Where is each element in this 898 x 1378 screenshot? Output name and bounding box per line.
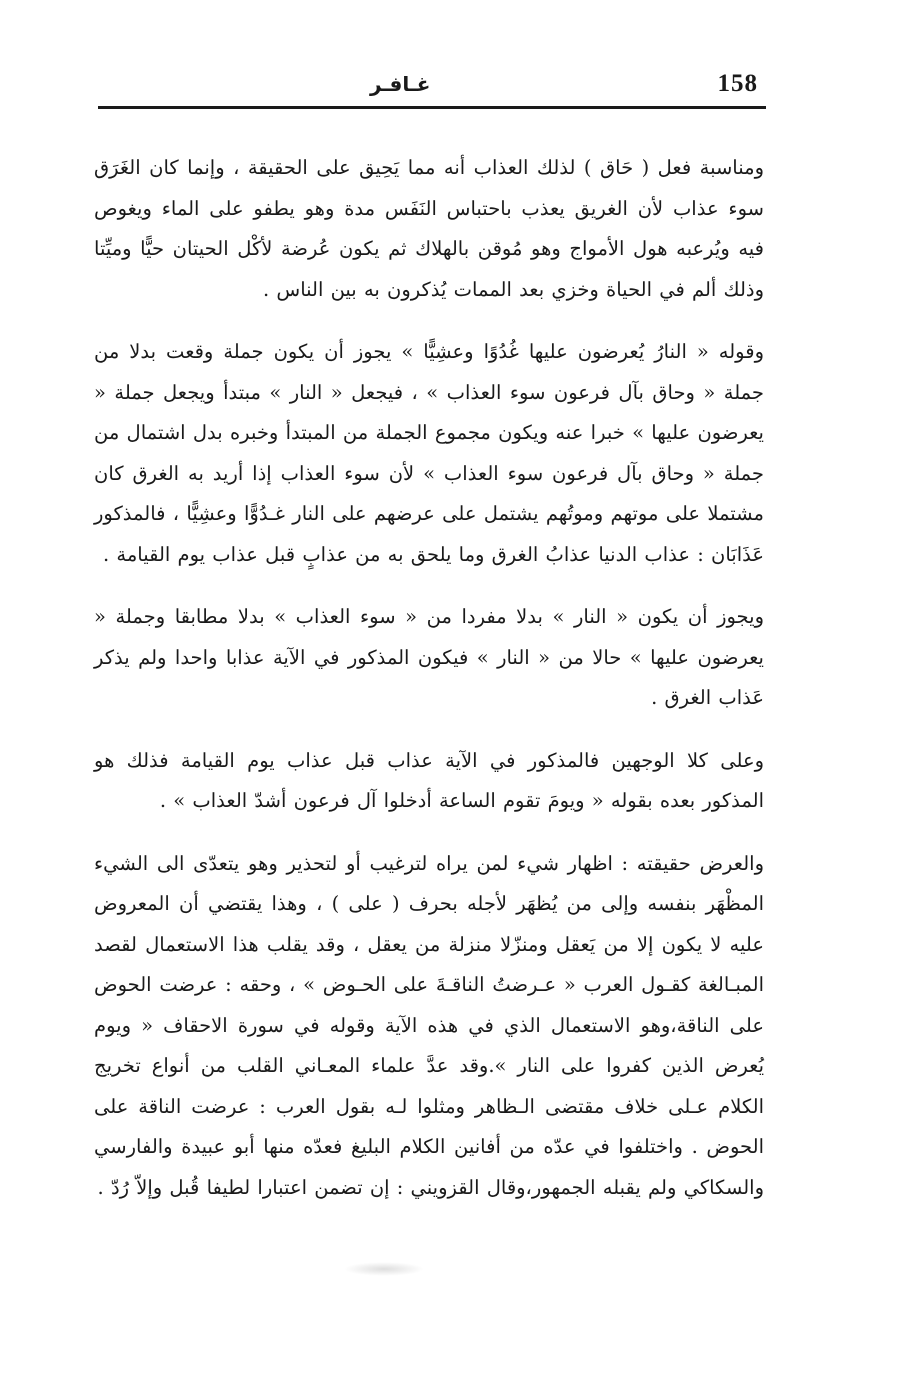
surah-title: غـافـر <box>370 72 431 96</box>
scan-smudge <box>344 1262 424 1276</box>
header-divider <box>98 106 766 109</box>
paragraph-5: والعرض حقيقته : اظهار شيء لمن يراه لترغيب أو لتحذير وهو يتعدّى الى الشيء المظْهَر بنفسه وإلى من يُظهَر لأجله بحرف ( على ) ، وهذا يقتضي أن المعروض عليه لا يكون إلا من يَعقل ومنزّلا منزلة من يعقل ، وقد يقلب هذا الاستعمال لقصد المبـالغة كقـول العرب « عـرضتُ الناقـةَ على الحـوض » ، وحقه : عرضت الحوض على الناقة،وهو الاستعمال الذي في هذه الآية وقوله في سورة الاحقاف « ويوم يُعرض الذين كفروا على النار ».وقد عدَّ علماء المعـاني القلب من أنواع تخريج الكلام عـلى خلاف مقتضى الـظاهر ومثلوا لـه بقول العرب : عرضت الناقة على الحوض . واختلفوا في عدّه من أفانين الكلام البليغ فعدّه منها أبو عبيدة والفارسي والسكاكي ولم يقبله الجمهور،وقال القزويني : إن تضمن اعتبارا لطيفا قُبل وإلاّ رُدّ . <box>94 851 764 1199</box>
paragraph-2: وقوله « النارُ يُعرضون عليها غُدُوًا وعشِيًّا » يجوز أن يكون جملة وقعت بدلا من جملة « وحاق بآل فرعون سوء العذاب » ، فيجعل « النار » مبتدأ ويجعل جملة « يعرضون عليها » خبرا عنه ويكون مجموع الجملة من المبتدأ وخبره بدل اشتمال من جملة « وحاق بآل فرعون سوء العذاب » لأن سوء العذاب إذا أريد به الغرق كان مشتملا على موتهم وموتُهم يشتمل على عرضهم على النار غـدُوًّا وعشِيًّا ، فالمذكور عَذَابَان : عذاب الدنيا عذابُ الغرق وما يلحق به من عذابٍ قبل عذاب يوم القيامة . <box>94 340 764 566</box>
paragraph-3: ويجوز أن يكون « النار » بدلا مفردا من « سوء العذاب » بدلا مطابقا وجملة « يعرضون عليها » حالا من « النار » فيكون المذكور في الآية عذابا واحدا ولم يذكر عَذاب الغرق . <box>94 605 764 709</box>
page-number: 158 <box>717 70 758 97</box>
body-text <box>94 148 764 1208</box>
paragraph-1: ومناسبة فعل ( حَاق ) لذلك العذاب أنه مما يَحِيق على الحقيقة ، وإنما كان الغَرَق سوء عذاب لأن الغريق يعذب باحتباس النَفَس مدة وهو يطفو على الماء ويغوص فيه ويُرعبه هول الأمواج وهو مُوقن بالهلاك ثم يكون عُرضة لأكْل الحيتان حيًّا وميِّتا وذلك ألم في الحياة وخزي بعد الممات يُذكرون به بين الناس . <box>94 156 764 301</box>
paragraph-4: وعلى كلا الوجهين فالمذكور في الآية عذاب قبل عذاب يوم القيامة فذلك هو المذكور بعده بقوله « ويومَ تقوم الساعة أدخلوا آل فرعون أشدّ العذاب » . <box>94 748 764 812</box>
page-header <box>100 68 764 104</box>
